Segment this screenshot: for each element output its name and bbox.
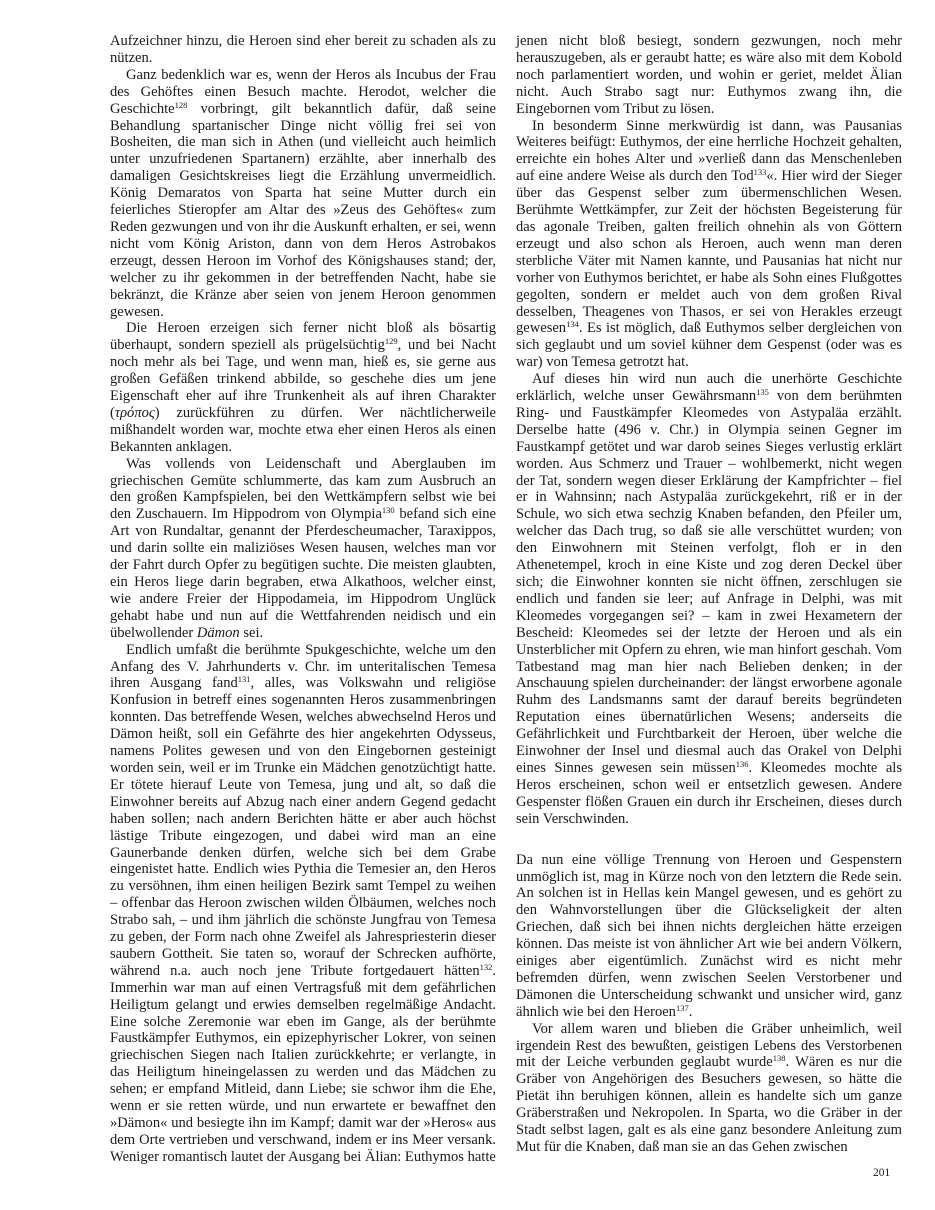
footnote-ref: 136 [735,758,749,769]
footnote-ref: 129 [384,336,398,347]
footnote-ref: 132 [479,961,493,972]
footnote-ref: 135 [756,387,769,398]
paragraph: Aufzeichner hinzu, die Heroen sind eher bereit zu schaden als zu nützen. [110,33,496,66]
paragraph: Auf dieses hin wird nun auch die unerhörte Geschichte erklärlich, welche unser Gewährsmann$^{135}$ von dem berühmten Ring- und Faustkämpfer Kleomedes von Astypaläa erzählt. Derselbe hatte (496 v. Chr.) in Olympia seinen Gegner im Faustkampf getötet und war darob seines Sieges verlustig erklärt worden. Aus Schmerz und Trauer – wohlbemerkt, nicht wegen der Tat, sondern wegen dieser Erklärung der Kampfrichter – fiel er in Wahnsinn; nach Astypaläa zurückgekehrt, riß er in der Schule, wo sich etwa sechzig Knaben befanden, den Pfeiler um, welcher das Dach trug, so daß sie alle verschüttet wurden; von den Einwohnern mit Steinen verfolgt, floh er in den Athenetempel, kroch in eine Kiste und zog deren Deckel über sich; die Einwohner konnten sie nicht öffnen, zerschlugen sie endlich und fanden sie leer; auf Anfrage in Delphi, was mit Kleomedes vorgegangen sei? – kam in zwei Hexametern der Bescheid: Kleomedes sei der letzte der Heroen und als ein Unsterblicher mit Opfern zu ehren, wie man hinfort geschah. Vom Tatbestand mag man hier nach Belieben denken; in der Anschauung spielen durcheinander: der längst erworbene agonale Ruhm des Landsmanns samt der darauf bereits begründeten Reputation eines übernatürlichen Wesens; anderseits die Gefährlichkeit und Furchtbarkeit der Heroen, über welche die Einwohner der Insel und diesmal auch das Orakel von Delphi eines Sinnes gewesen sein müssen$^{136}$. Kleomedes mochte als Heros erscheinen, schon weil er entsetzlich gewesen. Andere Gespenster flößen Grauen ein durch ihr Erscheinen, dieses durch sein Verschwinden. [516,371,903,827]
left-column [110,33,496,1166]
paragraph: Vor allem waren und blieben die Gräber unheimlich, weil irgendein Rest des bewußten, geistigen Lebens des Verstorbenen mit der Leiche verbunden geglaubt wurde$^{138}$. Wären es nur die Gräber von Angehörigen des Besuchers gewesen, so hätte die Pietät ihn beruhigen können, allein es handelte sich um ganze Gräberstraßen und Nekropolen. In Sparta, wo die Gräber in der Stadt selbst lagen, galt es als eine ganz besondere Anleitung zum Mut für die Knaben, daß man sie an das Gehen zwischen [516,1020,902,1155]
footnote-ref: 131 [237,674,251,685]
paragraph: jenen nicht bloß besiegt, sondern gezwungen, noch mehr herauszugeben, als er geraubt hatte; es wäre also mit dem Kobold noch parlamentiert worden, und wohin er geriet, meldet Älian nicht. Auch Strabo sagt nur: Euthymos zwang ihn, die Eingebornen vom Tribut zu lösen. [516,33,902,117]
footnote-ref: 138 [772,1053,786,1064]
paragraph: Die Heroen erzeigen sich ferner nicht bloß als bösartig überhaupt, sondern speziell als prügelsüchtig$^{129}$, und bei Nacht noch mehr als bei Tage, und wenn man, hieß es, sie gerne aus großen Gefäßen trinkend abbilde, so geschehe dies um jene Eigenschaft eher auf ihre Trunkenheit als auf ihren Charakter (τρόπος) zurückführen zu dürfen. Wer nächtlicherweile mißhandelt worden war, mochte etwa eher einen Heros als einen Bekannten anklagen. [110,320,496,455]
footnote-ref: 137 [675,1002,689,1013]
paragraph: In besonderm Sinne merkwürdig ist dann, was Pausanias Weiteres beifügt: Euthymos, der eine herrliche Hochzeit gehalten, erreichte ein hohes Alter und »verließ dann das Menschenleben auf eine andere Weise als durch den Tod$^{133}$«. Hier wird der Sieger über das Gespenst selber zum übermenschlichen Wesen. Berühmte Wettkämpfer, zur Zeit der höchsten Begeisterung für das agonale Treiben, galten freilich ohnehin als von Göttern erzeugt und also schon als Heroen, auch wenn man deren sterbliche Väter mit Namen kannte, und Pausanias hat nicht nur vorher von Euthymos berichtet, er habe als Sohn eines Flußgottes gegolten, sondern er meldet auch von dem großen Rival desselben, Theagenes von Thasos, er sei von Herakles erzeugt gewesen$^{134}$. Es ist möglich, daß Euthymos selber dergleichen von sich geglaubt und um soviel kühner dem Gespenst (oder was es war) von Temesa getrotzt hat. [516,117,902,371]
paragraph: Da nun eine völlige Trennung von Heroen und Gespenstern unmöglich ist, mag in Kürze noch von den letztern die Rede sein. An solchen ist in Hellas kein Mangel gewesen, und es gehört zu den Wahnvorstellungen über die Glückseligkeit der alten Griechen, daß sich bei ihnen nichts dergleichen hätte erzeigen können. Das meiste ist von ähnlicher Art wie bei andern Völkern, einiges aber eigentümlich. Zunächst wird es nicht mehr befremden dürfen, wenn zwischen Seelen Verstorbener und Dämonen die Unterscheidung schwankt und unsicher wird, ganz ähnlich wie bei den Heroen$^{137}$. [516,851,902,1020]
greek-term: τρόπος [114,404,155,421]
right-column [516,33,902,1156]
paragraph: Was vollends von Leidenschaft und Aberglauben im griechischen Gemüte schlummerte, das kam zum Ausbruch an den großen Kampfspielen, bei den Wettkämpfern selbst wie bei den Zuschauern. Im Hippodrom von Olympia$^{130}$ befand sich eine Art von Rundaltar, genannt der Pferdescheumacher, Taraxippos, und darin sollte ein maliziöses Wesen hausen, welches man vor der Fahrt durch Opfer zu begütigen suchte. Die meisten glaubten, ein Heros liege darin begraben, etwa Alkathoos, welcher einst, wie andere Freier der Hippodameia, im Hippodrom Unglück gehabt habe und nun auf die Wettfahrenden neidisch und ein übelwollender Dämon sei. [110,455,496,641]
footnote-ref: 134 [566,319,579,330]
paragraph: Endlich umfaßt die berühmte Spukgeschichte, welche um den Anfang des V. Jahrhunderts v. Chr. im unteritalischen Temesa ihren Ausgang fand$^{131}$, alles, was Volkswahn und religiöse Konfusion in betreff eines sogenannten Heros zusammenbringen konnten. Das betreffende Wesen, welches abwechselnd Heros und Dämon heißt, soll ein Gefährte des hier angekehrten Odysseus, namens Polites gewesen und von den Eingebornen gesteinigt worden sein, weil er im Trunke ein Mädchen genotzüchtigt hatte. Er tötete hierauf Leute von Temesa, jung und alt, so daß die Einwohner bereits auf Abzug nach einer andern Gegend gedacht haben sollen; nach andern Berichten hätte er aber auch höchst lästige Tribute eingezogen, und dabei wird man an eine Gaunerbande denken dürfen, welche sich bei dem Grabe eingenistet hatte. Endlich wies Pythia die Temesier an, den Heros zu versöhnen, ihm einen heiligen Bezirk samt Tempel zu weihen – offenbar das Heroon zwischen wilden Ölbäumen, welches noch Strabo sah, – und ihm jährlich die schönste Jungfrau von Temesa zu geben, der Form nach ohne Zweifel als Jahrespriesterin dieser saubern Gottheit. Sie taten so, worauf der Schrecken aufhörte, während n.a. auch noch jene Tribute fortgedauert hätten$^{132}$. Immerhin war man auf einen Vertragsfuß mit dem gefährlichen Heiligtum gelangt und erwies demselben regelmäßige Andacht. Eine solche Zeremonie war eben im Gange, als der berühmte Faustkämpfer Euthymos, ein epizephyrischer Lokrer, von seinen griechischen Siegen nach Italien zurückkehrte; er verlangte, in das Heiligtum hineingelassen zu werden und das Mädchen zu sehen; er empfand Mitleid, dann Liebe; sie schwor ihm die Ehe, wenn er sie retten würde, und nun erwartete er bewaffnet den »Dämon« und besiegte ihn im Kampf; damit war der »Heros« aus dem Orte vertrieben und verschwand, indem er ins Meer versank. Weniger romantisch lautet der Ausgang bei Älian: Euthymos hatte [110,641,496,1165]
footnote-ref: 130 [381,505,395,516]
footnote-ref: 133 [753,167,767,178]
footnote-ref: 128 [174,99,188,110]
page-number: 201 [873,1167,891,1179]
emphasis: Dämon [196,624,240,641]
paragraph: Ganz bedenklich war es, wenn der Heros als Incubus der Frau des Gehöftes einen Besuch machte. Herodot, welcher die Geschichte$^{128}$ vorbringt, gilt bekanntlich dafür, daß seine Behandlung spartanischer Dinge nicht völlig frei sei von Bosheiten, die man sich in Athen (und vielleicht auch heimlich unter unzufriedenen Spartanern) erzählte, aber innerhalb des damaligen Gesichtskreises liegt die Erzählung unvermeidlich. König Demaratos von Sparta hat seine Mutter durch ein feierliches Stieropfer am Altar des »Zeus des Gehöftes« zum Reden gezwungen und von ihr die Auskunft erhalten, er sei, wenn nicht vom König Ariston, dann von dem Heros Astrobakos erzeugt, dessen Heroon im Vorhof des Königshauses stand; der, welcher zu ihr gekommen in der betreffenden Nacht, habe sie bekränzt, die Kränze aber seien von jenem Heroon genommen gewesen. [110,66,496,320]
